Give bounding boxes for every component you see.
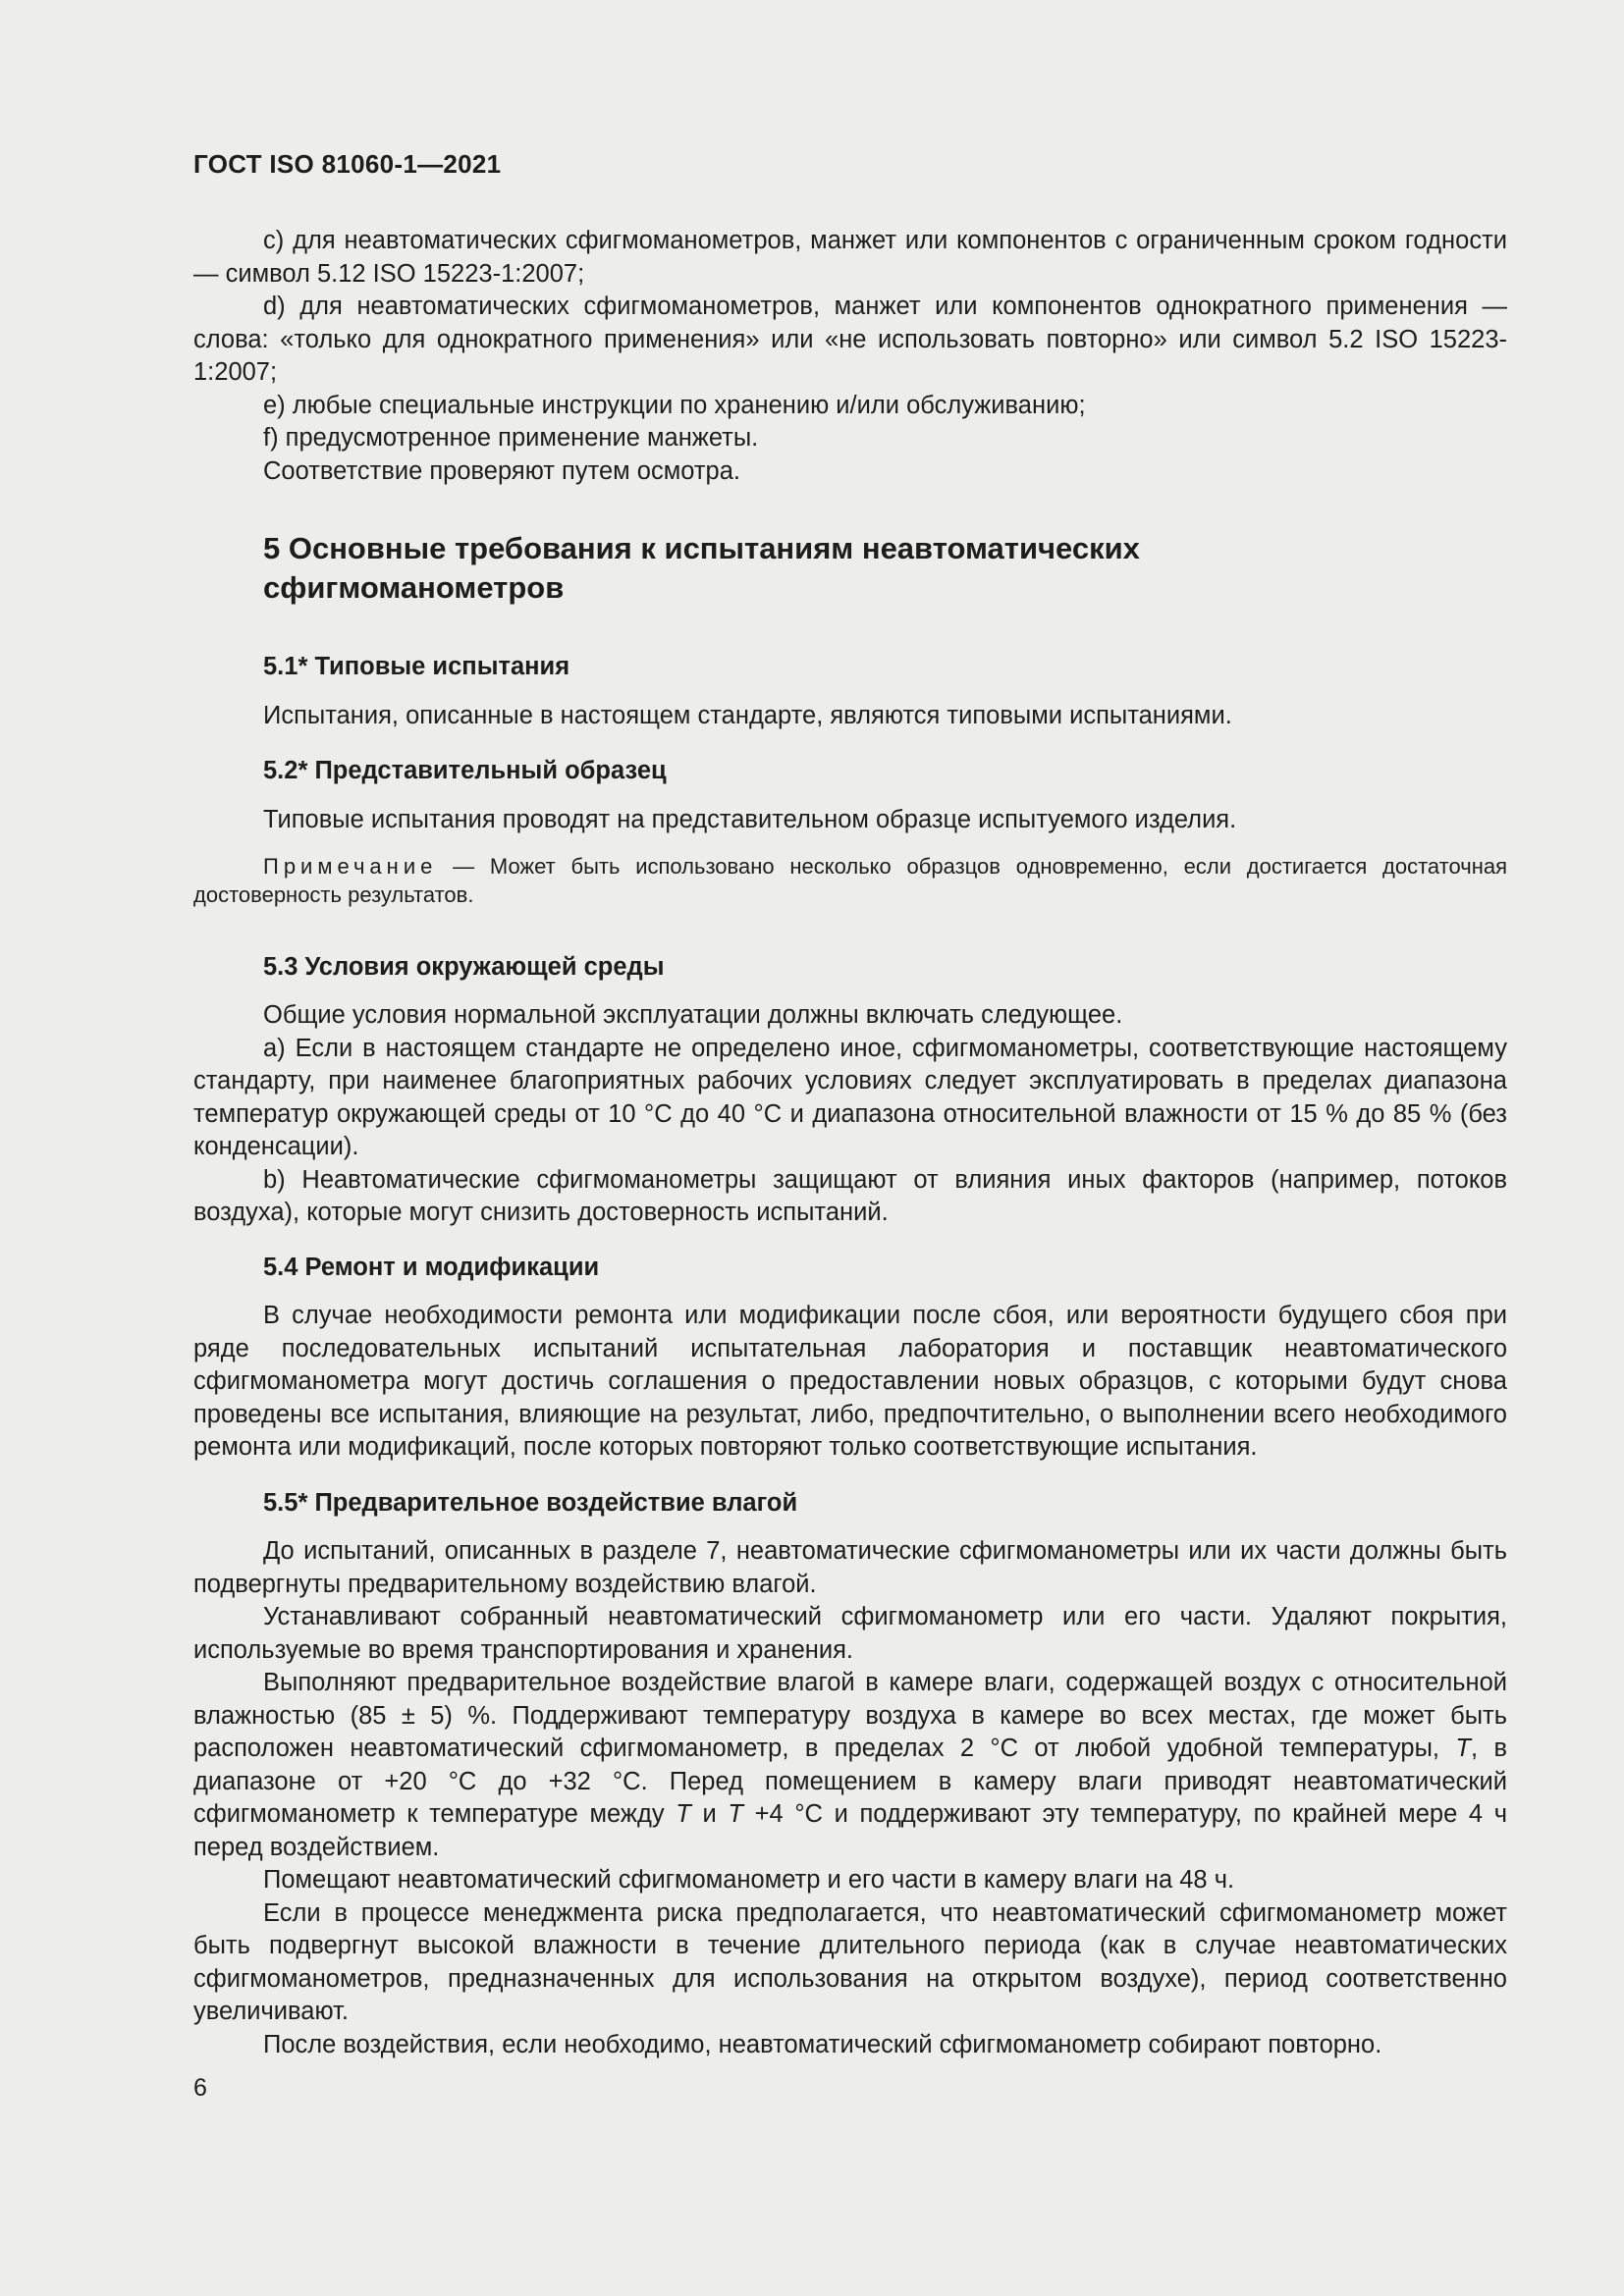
variable-t: T bbox=[676, 1800, 691, 1828]
paragraph: Помещают неавтоматический сфигмоманометр и его части в камеру влаги на 48 ч. bbox=[263, 1866, 1235, 1894]
list-item: e) любые специальные инструкции по хранению и/или обслуживанию; bbox=[263, 391, 1086, 419]
variable-t: T bbox=[728, 1800, 743, 1828]
section-title-line: сфигмоманометров bbox=[263, 570, 565, 605]
intro-list bbox=[193, 225, 1507, 488]
subsection-5-1-body bbox=[193, 700, 1507, 733]
paragraph: До испытаний, описанных в разделе 7, неавтоматические сфигмоманометры или их части должны быть подвергнуты предварительному воздействию влагой. bbox=[193, 1537, 1507, 1598]
paragraph: Типовые испытания проводят на представительном образце испытуемого изделия. bbox=[263, 806, 1237, 833]
subsection-5-4-body bbox=[193, 1300, 1507, 1465]
paragraph: Выполняют предварительное воздействие влагой в камере влаги, содержащей воздух с относительной влажностью (85 ± 5) %. Поддерживают температуру воздуха в камере во всех местах, где может быть расположен неавтоматический сфигмоманометр, в пределах 2 °С от любой удобной температуры, T, в диапазоне от +20 °С до +32 °С. Перед помещением в камеру влаги приводят неавтоматический сфигмоманометр к температуре между T и T +4 °С и поддерживают эту температуру, по крайней мере 4 ч перед воздействием. bbox=[193, 1669, 1508, 1861]
note-body: — Может быть использовано несколько образцов одновременно, если достигается достаточная достоверность результатов. bbox=[193, 854, 1507, 907]
subsection-5-1 bbox=[193, 651, 1507, 683]
list-item: c) для неавтоматических сфигмоманометров, манжет или компонентов с ограниченным сроком годности — символ 5.12 ISO 15223-1:2007; bbox=[193, 227, 1507, 288]
paragraph: а) Если в настоящем стандарте не определено иное, сфигмоманометры, соответствующие настоящему стандарту, при наименее благоприятных рабочих условиях следует эксплуатировать в пределах диапазона температур окружающей среды от 10 °С до 40 °С и диапазона относительной влажности от 15 % до 85 % (без конденсации). bbox=[193, 1034, 1507, 1160]
paragraph: Испытания, описанные в настоящем стандарте, являются типовыми испытаниями. bbox=[263, 702, 1232, 729]
note bbox=[193, 852, 1507, 909]
subsection-5-3-body bbox=[193, 999, 1507, 1230]
subsection-5-2 bbox=[193, 755, 1507, 787]
list-item: Соответствие проверяют путем осмотра. bbox=[263, 456, 740, 485]
paragraph: После воздействия, если необходимо, неавтоматический сфигмоманометр собирают повторно. bbox=[263, 2030, 1382, 2058]
section-title bbox=[193, 529, 1507, 608]
paragraph: Общие условия нормальной эксплуатации должны включать следующее. bbox=[263, 1001, 1123, 1029]
paragraph: Устанавливают собранный неавтоматический сфигмоманометр или его части. Удаляют покрытия, используемые во время транспортирования и хранения. bbox=[193, 1603, 1507, 1664]
note-text bbox=[193, 852, 1507, 909]
variable-t: T bbox=[1455, 1735, 1471, 1762]
paragraph: Если в процессе менеджмента риска предполагается, что неавтоматический сфигмоманометр может быть подвергнут высокой влажности в течение длительного периода (как в случае неавтоматических сфигмоманометров, предназначенных для использования на открытом воздухе), период соответственно увеличивают. bbox=[193, 1898, 1507, 2025]
subsection-heading: 5.4 Ремонт и модификации bbox=[263, 1254, 600, 1281]
page-number: 6 bbox=[193, 2074, 207, 2102]
list-item: f) предусмотренное применение манжеты. bbox=[263, 424, 759, 452]
paragraph: В случае необходимости ремонта или модификации после сбоя, или вероятности будущего сбоя при ряде последовательных испытаний испытательная лаборатория и поставщик неавтоматического сфигмоманометра могут достичь соглашения о предоставлении новых образцов, с которыми будут снова проведены все испытания, влияющие на результат, либо, предпочтительно, о выполнении всего необходимого ремонта или модификаций, после которых повторяют только соответствующие испытания. bbox=[193, 1302, 1507, 1461]
subsection-heading: 5.2* Представительный образец bbox=[263, 757, 667, 784]
subsection-5-4 bbox=[193, 1252, 1507, 1284]
subsection-5-3 bbox=[193, 951, 1507, 984]
paragraph: b) Неавтоматические сфигмоманометры защищают от влияния иных факторов (например, потоков воздуха), которые могут снизить достоверность испытаний. bbox=[193, 1165, 1507, 1226]
subsection-heading: 5.5* Предварительное воздействие влагой bbox=[263, 1489, 798, 1517]
list-item: d) для неавтоматических сфигмоманометров, манжет или компонентов однократного применения — слова: «только для однократного применения» или «не использовать повторно» или символ 5.2 ISO 15223-1:2007; bbox=[193, 293, 1507, 386]
subsection-heading: 5.3 Условия окружающей среды bbox=[263, 953, 665, 981]
document-id: ГОСТ ISO 81060-1—2021 bbox=[193, 149, 502, 179]
subsection-5-2-body bbox=[193, 804, 1507, 837]
note-label: Примечание bbox=[263, 854, 438, 879]
section-title-line: 5 Основные требования к испытаниям неавтоматических bbox=[263, 531, 1140, 565]
subsection-5-5-body bbox=[193, 1535, 1507, 2061]
subsection-5-5 bbox=[193, 1487, 1507, 1520]
subsection-heading: 5.1* Типовые испытания bbox=[263, 653, 570, 680]
